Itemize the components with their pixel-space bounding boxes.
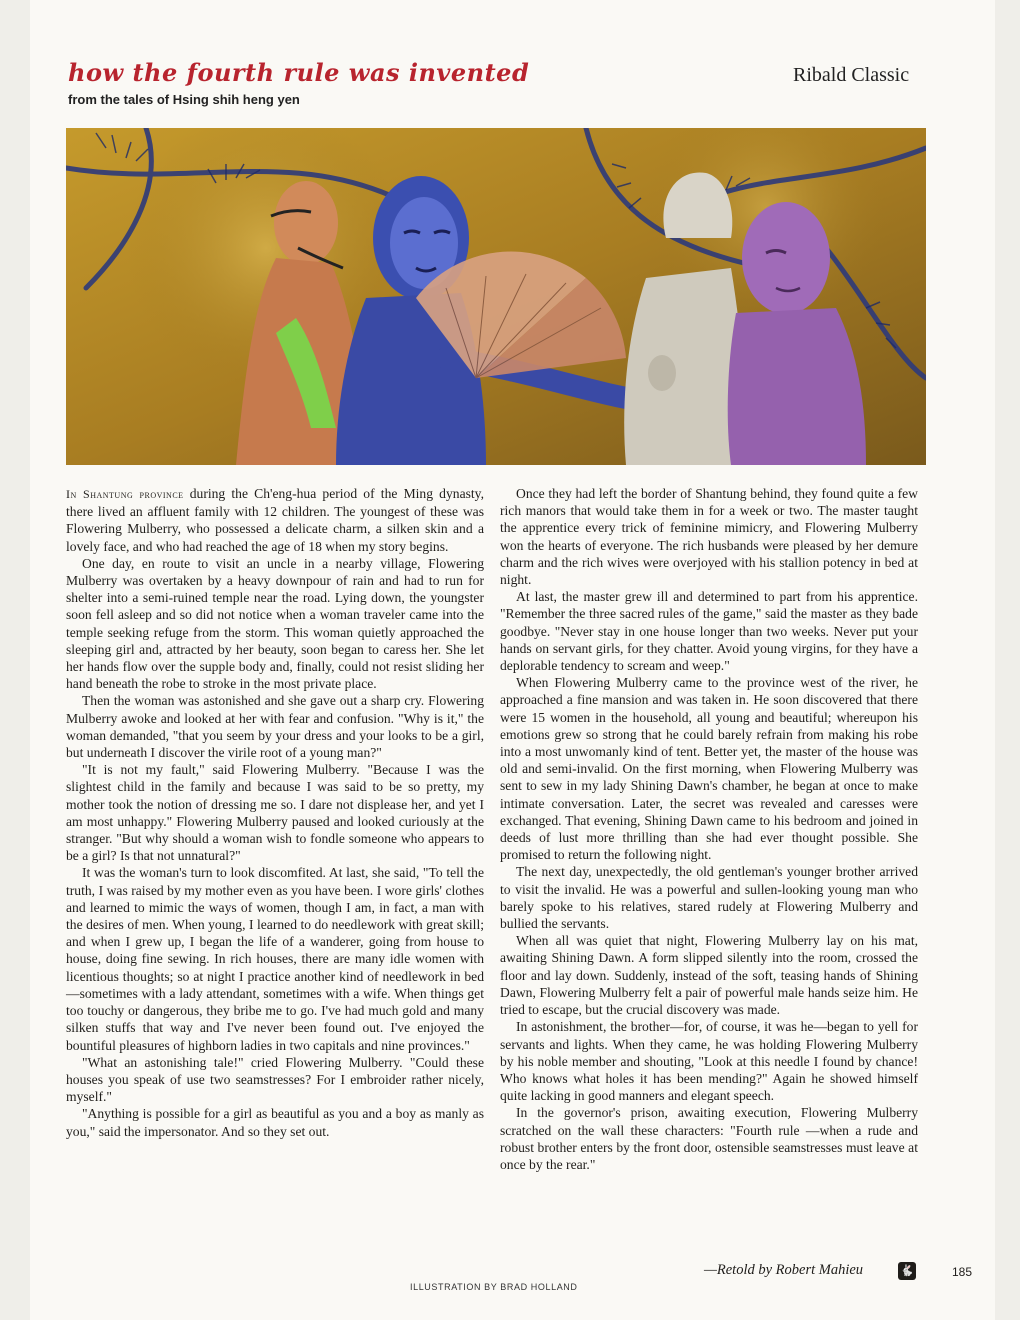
column-left (66, 485, 484, 1140)
paragraph: "It is not my fault," said Flowering Mulberry. "Because I was the slightest child in the family and because I was said to be so pretty, my mother took the notion of dressing me so. I dare not displease her, and yet I am most unhappy." Flowering Mulberry paused and looked curiously at the stranger. "But why should a woman wish to fondle someone who appears to be a girl? Is that not unnatural?" (66, 762, 484, 864)
paragraph: In astonishment, the brother—for, of course, it was he—began to yell for servants and lights. When they came, he was holding Flowering Mulberry by his noble member and shouting, "Look at this needle I found by chance! Who knows what holes it has been mending?" Again he showed himself quite lacking in good manners and elegant speech. (500, 1019, 918, 1104)
lead-text: during the Ch'eng-hua period of the Ming dynasty, there lived an affluent family with 12 children. The youngest of these was Flowering Mulberry, who possessed a delicate charm, a silken skin and a lovely face, and who had reached the age of 18 when my story begins. (66, 486, 484, 554)
paragraph: Once they had left the border of Shantung behind, they found quite a few rich manors that would take them in for a week or two. The master taught the apprentice every trick of feminine mimicry, and Flowering Mulberry won the hearts of everyone. The rich husbands were pleased by her demure charm and the rich wives were overjoyed with his stallion potency in bed at night. (500, 486, 918, 588)
illustration-credit: ILLUSTRATION BY BRAD HOLLAND (410, 1282, 578, 1292)
paragraph: Then the woman was astonished and she gave out a sharp cry. Flowering Mulberry awoke and looked at her with fear and confusion. "Why is it," the woman demanded, "that you seem by your dress and your looks to be a girl, but underneath I discover the virile root of a young man?" (66, 693, 484, 761)
byline: —Retold by Robert Mahieu (704, 1262, 864, 1278)
paragraph: One day, en route to visit an uncle in a nearby village, Flowering Mulberry was overtaken by a heavy downpour of rain and had to run for shelter into a semi-ruined temple near the road. Lying down, the youngster soon fell asleep and so did not notice when a woman traveler came into the temple seeking refuge from the storm. This woman quietly approached the sleeping girl and, attracted by her beauty, soon began to caress her. She let her hands flow over the supple body and, finally, could not resist sliding her hand beneath the robe to stroke in the most private place. (66, 555, 484, 692)
column-right (500, 485, 918, 1173)
paragraph: In the governor's prison, awaiting execution, Flowering Mulberry scratched on the wall these characters: "Fourth rule —when a rude and robust brother enters by the front door, ostensible seamstresses must leave at once by the rear." (500, 1105, 918, 1172)
lead-small-caps: In Shantung province (66, 487, 184, 501)
lead-paragraph (66, 485, 484, 555)
paragraph: It was the woman's turn to look discomfited. At last, she said, "To tell the truth, I was raised by my mother even as you have been. I wore girls' clothes and learned to mimic the ways of women, though I am, in fact, a man with the desires of men. When young, I learned to do needlework with great skill; and when I grew up, I began the life of a wanderer, going from house to house, doing fine sewing. In rich houses, there are many idle women with licentious thoughts; so at night I practice another kind of needlework in bed—sometimes with a lady attendant, sometimes with a wife. When things get too touchy or dangerous, they bribe me to go. I've had much gold and many silken stuffs that way and I've never been found out. I've enjoyed the bountiful pleasures of highborn ladies in two capitals and nine provinces." (66, 865, 484, 1053)
story-title: how the fourth rule was invented (68, 58, 530, 87)
paragraph: When Flowering Mulberry came to the province west of the river, he approached a fine mansion and was taken in. He soon discovered that there were 15 women in the household, all young and beautiful; whereupon his emotions grew so strong that he could barely refrain from making his robe into a most unwomanly kind of tent. Better yet, the master of the house was old and semi-invalid. On the first morning, when Flowering Mulberry was sent to sew in my lady Shining Dawn's chamber, he began at once to make intimate conversation. Later, the secret was revealed and caresses were exchanged. That evening, Shining Dawn came to his bedroom and joined in deeds of lust more thrilling than she had ever thought possible. She promised to return the following night. (500, 675, 918, 863)
rabbit-logo-icon: 🐇 (898, 1262, 916, 1280)
illustration-painting (66, 128, 926, 465)
paragraph: When all was quiet that night, Flowering Mulberry lay on his mat, awaiting Shining Dawn. A form slipped silently into the room, crossed the floor and lay down. Suddenly, instead of the soft, teasing hands of Shining Dawn, Flowering Mulberry felt a pair of powerful male hands seize him. He tried to escape, but the crucial discovery was made. (500, 933, 918, 1018)
section-label: Ribald Classic (793, 64, 910, 86)
paragraph: "What an astonishing tale!" cried Flowering Mulberry. "Could these houses you speak of use two seamstresses? For I embroider rather nicely, myself." (66, 1054, 484, 1105)
paragraph: At last, the master grew ill and determined to part from his apprentice. "Remember the three sacred rules of the game," said the master as they bade goodbye. "Never stay in one house longer than two weeks. Never put your hands on servant girls, for they chatter. Avoid young virgins, for they have a deplorable tendency to scream and weep." (500, 589, 918, 674)
paragraph: The next day, unexpectedly, the old gentleman's younger brother arrived to visit the invalid. He was a powerful and sullen-looking young man who barely spoke to his relatives, stared rudely at Flowering Mulberry and bullied the servants. (500, 864, 918, 932)
illustration (66, 128, 926, 465)
page-number: 185 (952, 1265, 973, 1279)
story-subtitle: from the tales of Hsing shih heng yen (68, 92, 300, 107)
paragraph: "Anything is possible for a girl as beautiful as you and a boy as manly as you," said the impersonator. And so they set out. (66, 1106, 484, 1139)
